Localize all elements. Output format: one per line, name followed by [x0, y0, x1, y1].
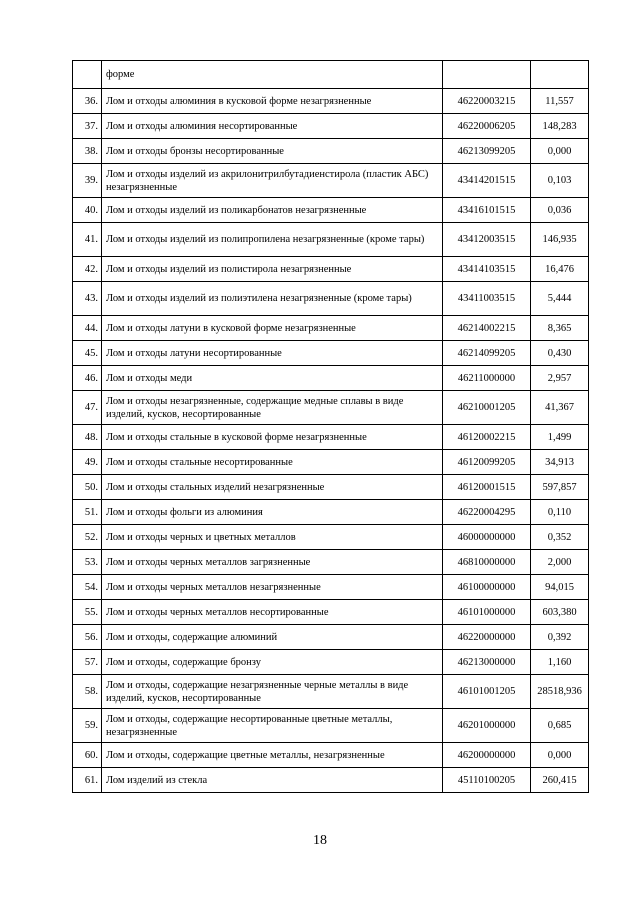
- table-row: [73, 198, 589, 223]
- table-row: [73, 425, 589, 450]
- row-value: 11,557: [531, 89, 589, 114]
- page-number: 18: [313, 833, 327, 848]
- waste-table: [72, 60, 589, 793]
- row-number: 51.: [73, 500, 102, 525]
- row-value: 2,957: [531, 366, 589, 391]
- row-value: 41,367: [531, 391, 589, 425]
- table-row: [73, 366, 589, 391]
- row-code: 46000000000: [443, 525, 531, 550]
- row-value: 28518,936: [531, 675, 589, 709]
- row-name: Лом и отходы бронзы несортированные: [102, 139, 443, 164]
- row-name: Лом и отходы латуни в кусковой форме незагрязненные: [102, 316, 443, 341]
- row-number: 48.: [73, 425, 102, 450]
- row-number: 53.: [73, 550, 102, 575]
- row-code: [443, 61, 531, 89]
- row-number: 41.: [73, 223, 102, 257]
- row-name: Лом и отходы латуни несортированные: [102, 341, 443, 366]
- row-name: Лом и отходы стальные в кусковой форме незагрязненные: [102, 425, 443, 450]
- row-number: 56.: [73, 625, 102, 650]
- row-code: 46201000000: [443, 709, 531, 743]
- row-value: 146,935: [531, 223, 589, 257]
- row-name: Лом и отходы меди: [102, 366, 443, 391]
- row-code: 46213000000: [443, 650, 531, 675]
- row-name: Лом и отходы, содержащие алюминий: [102, 625, 443, 650]
- row-name: Лом изделий из стекла: [102, 768, 443, 793]
- row-name: Лом и отходы черных и цветных металлов: [102, 525, 443, 550]
- row-number: 57.: [73, 650, 102, 675]
- row-value: 0,392: [531, 625, 589, 650]
- row-number: 36.: [73, 89, 102, 114]
- row-code: 43411003515: [443, 282, 531, 316]
- row-number: 55.: [73, 600, 102, 625]
- row-name: Лом и отходы стальных изделий незагрязненные: [102, 475, 443, 500]
- table-row: [73, 89, 589, 114]
- row-number: 61.: [73, 768, 102, 793]
- table-row: [73, 316, 589, 341]
- table-row: [73, 525, 589, 550]
- row-value: 1,499: [531, 425, 589, 450]
- row-number: 40.: [73, 198, 102, 223]
- row-value: 0,110: [531, 500, 589, 525]
- row-code: 46214099205: [443, 341, 531, 366]
- row-number: 42.: [73, 257, 102, 282]
- table-row: [73, 282, 589, 316]
- row-number: 37.: [73, 114, 102, 139]
- row-code: 43412003515: [443, 223, 531, 257]
- row-value: [531, 61, 589, 89]
- row-code: 46101000000: [443, 600, 531, 625]
- row-name: Лом и отходы, содержащие несортированные цветные металлы, незагрязненные: [102, 709, 443, 743]
- row-name: Лом и отходы, содержащие незагрязненные черные металлы в виде изделий, кусков, несортированные: [102, 675, 443, 709]
- row-name: Лом и отходы фольги из алюминия: [102, 500, 443, 525]
- row-code: 46214002215: [443, 316, 531, 341]
- row-number: 39.: [73, 164, 102, 198]
- row-name: Лом и отходы изделий из акрилонитрилбутадиенстирола (пластик АБС) незагрязненные: [102, 164, 443, 198]
- row-code: 46213099205: [443, 139, 531, 164]
- row-number: [73, 61, 102, 89]
- row-name: Лом и отходы черных металлов незагрязненные: [102, 575, 443, 600]
- row-value: 0,103: [531, 164, 589, 198]
- table-row: [73, 575, 589, 600]
- row-value: 94,015: [531, 575, 589, 600]
- row-name: Лом и отходы стальные несортированные: [102, 450, 443, 475]
- row-code: 46200000000: [443, 743, 531, 768]
- row-value: 597,857: [531, 475, 589, 500]
- row-value: 0,685: [531, 709, 589, 743]
- row-name: Лом и отходы изделий из полиэтилена незагрязненные (кроме тары): [102, 282, 443, 316]
- row-value: 0,000: [531, 139, 589, 164]
- row-number: 38.: [73, 139, 102, 164]
- row-number: 43.: [73, 282, 102, 316]
- waste-table-body: [73, 61, 589, 793]
- row-code: 46101001205: [443, 675, 531, 709]
- table-row-continuation: [73, 61, 589, 89]
- row-number: 60.: [73, 743, 102, 768]
- table-row: [73, 391, 589, 425]
- row-number: 59.: [73, 709, 102, 743]
- row-name: Лом и отходы изделий из полистирола незагрязненные: [102, 257, 443, 282]
- row-number: 49.: [73, 450, 102, 475]
- row-number: 46.: [73, 366, 102, 391]
- row-name: Лом и отходы черных металлов загрязненные: [102, 550, 443, 575]
- row-name: Лом и отходы изделий из поликарбонатов незагрязненные: [102, 198, 443, 223]
- row-code: 46120099205: [443, 450, 531, 475]
- row-number: 47.: [73, 391, 102, 425]
- table-row: [73, 675, 589, 709]
- table-row: [73, 450, 589, 475]
- table-row: [73, 223, 589, 257]
- row-code: 46120001515: [443, 475, 531, 500]
- row-value: 0,430: [531, 341, 589, 366]
- table-row: [73, 625, 589, 650]
- table-row: [73, 164, 589, 198]
- row-value: 0,036: [531, 198, 589, 223]
- row-number: 50.: [73, 475, 102, 500]
- table-row: [73, 341, 589, 366]
- row-name: Лом и отходы, содержащие бронзу: [102, 650, 443, 675]
- row-code: 46120002215: [443, 425, 531, 450]
- row-name: Лом и отходы алюминия несортированные: [102, 114, 443, 139]
- row-value: 34,913: [531, 450, 589, 475]
- row-name: Лом и отходы алюминия в кусковой форме незагрязненные: [102, 89, 443, 114]
- table-row: [73, 768, 589, 793]
- row-code: 45110100205: [443, 768, 531, 793]
- row-value: 0,000: [531, 743, 589, 768]
- row-number: 52.: [73, 525, 102, 550]
- row-number: 54.: [73, 575, 102, 600]
- row-code: 46220006205: [443, 114, 531, 139]
- row-value: 5,444: [531, 282, 589, 316]
- row-code: 46220000000: [443, 625, 531, 650]
- row-number: 45.: [73, 341, 102, 366]
- table-row: [73, 475, 589, 500]
- row-code: 46100000000: [443, 575, 531, 600]
- table-row: [73, 139, 589, 164]
- table-row: [73, 600, 589, 625]
- table-row: [73, 650, 589, 675]
- row-name: Лом и отходы изделий из полипропилена незагрязненные (кроме тары): [102, 223, 443, 257]
- row-code: 43414103515: [443, 257, 531, 282]
- row-code: 43416101515: [443, 198, 531, 223]
- row-name: Лом и отходы незагрязненные, содержащие медные сплавы в виде изделий, кусков, несортированные: [102, 391, 443, 425]
- row-value: 16,476: [531, 257, 589, 282]
- row-name: форме: [102, 61, 443, 89]
- row-code: 46210001205: [443, 391, 531, 425]
- row-value: 603,380: [531, 600, 589, 625]
- row-code: 46220003215: [443, 89, 531, 114]
- row-code: 46810000000: [443, 550, 531, 575]
- row-code: 46211000000: [443, 366, 531, 391]
- table-row: [73, 550, 589, 575]
- row-code: 46220004295: [443, 500, 531, 525]
- row-value: 148,283: [531, 114, 589, 139]
- row-name: Лом и отходы черных металлов несортированные: [102, 600, 443, 625]
- row-value: 2,000: [531, 550, 589, 575]
- row-name: Лом и отходы, содержащие цветные металлы, незагрязненные: [102, 743, 443, 768]
- row-value: 1,160: [531, 650, 589, 675]
- table-row: [73, 743, 589, 768]
- table-row: [73, 709, 589, 743]
- row-value: 8,365: [531, 316, 589, 341]
- table-row: [73, 114, 589, 139]
- row-number: 44.: [73, 316, 102, 341]
- row-code: 43414201515: [443, 164, 531, 198]
- row-value: 0,352: [531, 525, 589, 550]
- table-row: [73, 500, 589, 525]
- table-row: [73, 257, 589, 282]
- row-number: 58.: [73, 675, 102, 709]
- row-value: 260,415: [531, 768, 589, 793]
